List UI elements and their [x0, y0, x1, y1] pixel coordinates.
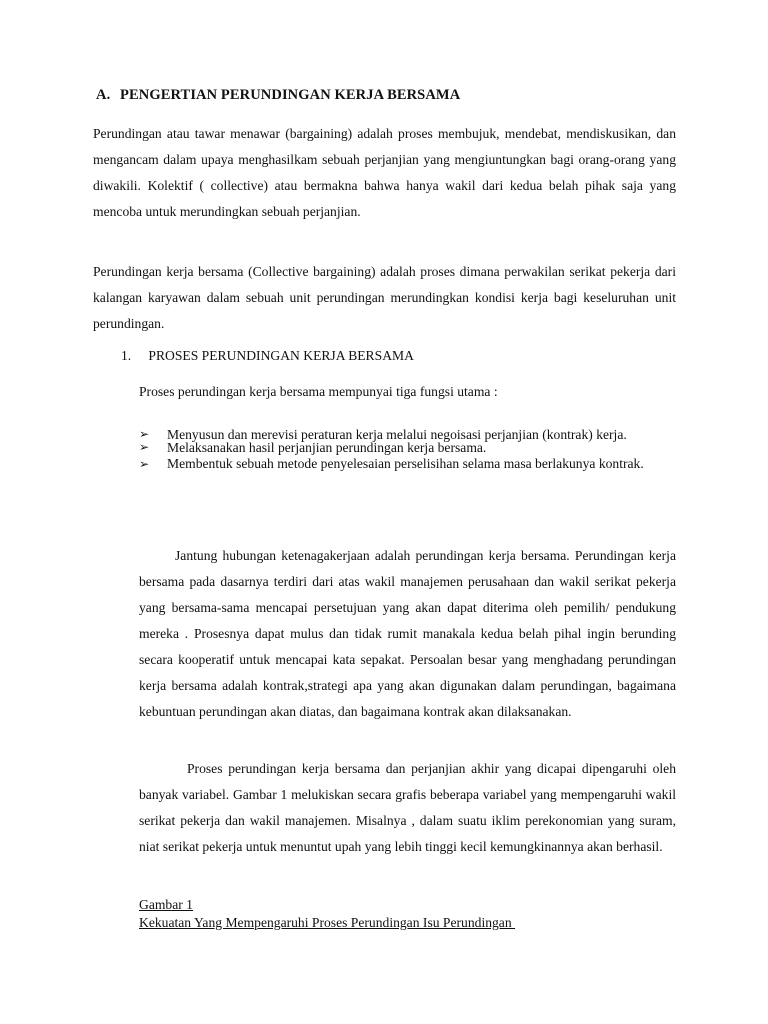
figure-title: Kekuatan Yang Mempengaruhi Proses Perundingan Isu Perundingan — [139, 915, 516, 930]
paragraph-variables: Proses perundingan kerja bersama dan perjanjian akhir yang dicapai dipengaruhi oleh banyak variabel. Gambar 1 melukiskan secara grafis beberapa variabel yang mempengaruhi wakil serikat pekerja dan wakil manajemen. Misalnya , dalam suatu iklim perekonomian yang suram, niat serikat pekerja untuk menuntut upah yang lebih tinggi kecil kemungkinannya akan berhasil. — [139, 761, 676, 854]
paragraph-definition-bargaining: Perundingan atau tawar menawar (bargaining) adalah proses membujuk, mendebat, mendiskusikan, dan mengancam dalam upaya menghasilkam sebuah perjanjian yang mengiuntungkan bagi orang-orang yang diwakili. Kolektif ( collective) atau bermakna bahwa hanya wakil dari kedua belah pihak saja yang mencoba untuk merundingkan sebuah perjanjian. — [93, 126, 676, 219]
subsection-number: 1. — [121, 348, 132, 363]
section-heading — [96, 87, 460, 104]
list-item-text: Membentuk sebuah metode penyelesaian perselisihan selama masa berlakunya kontrak. — [167, 456, 644, 471]
list-item-text: Menyusun dan merevisi peraturan kerja melalui negoisasi perjanjian (kontrak) kerja. — [167, 427, 627, 442]
arrow-bullet-icon: ➢ — [139, 427, 150, 441]
paragraph-definition-collective-bargaining: Perundingan kerja bersama (Collective bargaining) adalah proses dimana perwakilan serikat pekerja dari kalangan karyawan dalam sebuah unit perundingan merundingkan kondisi kerja bagi keseluruhan unit perundingan. — [93, 264, 676, 331]
list-item-text: Melaksanakan hasil perjanjian perundingan kerja bersama. — [167, 440, 487, 455]
subsection-title: PROSES PERUNDINGAN KERJA BERSAMA — [148, 348, 414, 363]
paragraph-heart-of-relations: Jantung hubungan ketenagakerjaan adalah perundingan kerja bersama. Perundingan kerja bersama pada dasarnya terdiri dari atas wakil manajemen perusahaan dan wakil serikat pekerja yang bersama-sama mencapai persetujuan yang akan dapat diterima oleh pemilih/ pendukung mereka . Prosesnya dapat mulus dan tidak rumit manakala kedua belah pihal ingin berunding secara kooperatif untuk mencapai kata sepakat. Persoalan besar yang menghadang perundingan kerja bersama adalah kontrak,strategi apa yang akan digunakan dalam perundingan, bagaimana kebuntuan perundingan akan diatas, dan bagaimana kontrak akan dilaksanakan. — [139, 548, 676, 719]
arrow-bullet-icon: ➢ — [139, 440, 150, 454]
arrow-bullet-icon: ➢ — [139, 457, 150, 471]
subsection-heading — [121, 348, 414, 364]
section-title: PENGERTIAN PERUNDINGAN KERJA BERSAMA — [120, 87, 461, 103]
functions-list — [139, 421, 676, 477]
list-item — [139, 451, 676, 477]
section-number: A. — [96, 87, 111, 103]
figure-label: Gambar 1 — [139, 897, 193, 912]
subsection-intro: Proses perundingan kerja bersama mempunyai tiga fungsi utama : — [139, 384, 498, 399]
